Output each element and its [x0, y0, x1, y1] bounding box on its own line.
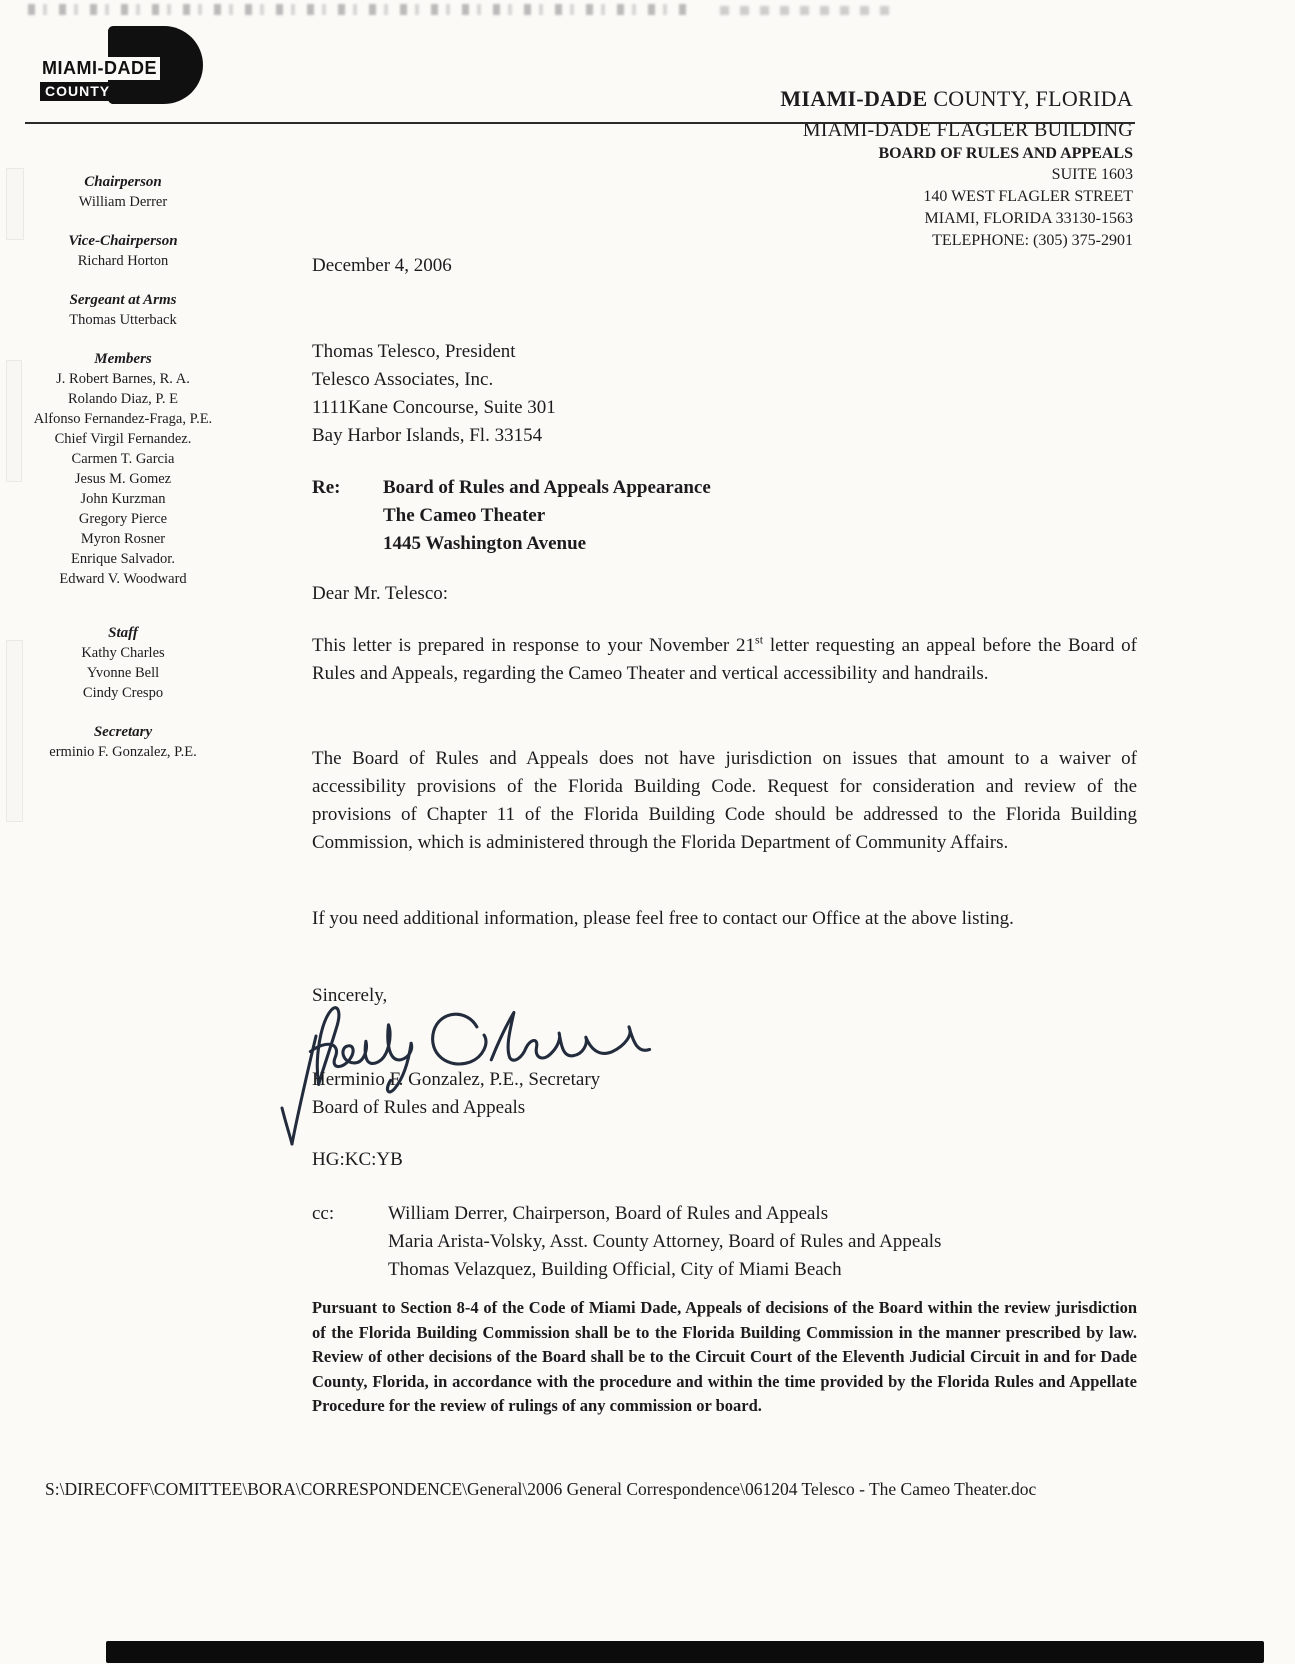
roster-name: Carmen T. Garcia: [71, 451, 175, 467]
roster-title: Sergeant at Arms: [69, 292, 177, 308]
logo-name-text: MIAMI-DADE: [40, 57, 160, 80]
roster-title: Secretary: [93, 724, 153, 740]
letter-date: December 4, 2006: [312, 255, 452, 276]
roster-name: Thomas Utterback: [69, 312, 177, 328]
letterhead-county-rest: COUNTY, FLORIDA: [927, 86, 1133, 111]
recipient-address: [312, 338, 1137, 450]
recipient-line: Thomas Telesco, President: [312, 341, 516, 362]
cc-line: Maria Arista-Volsky, Asst. County Attorney, Board of Rules and Appeals: [388, 1231, 942, 1252]
recipient-line: Bay Harbor Islands, Fl. 33154: [312, 425, 543, 446]
signer-name: Herminio F. Gonzalez, P.E., Secretary: [312, 1069, 601, 1090]
roster-title: Chairperson: [84, 174, 162, 190]
closing: Sincerely,: [312, 985, 388, 1006]
letterhead-county-line: [780, 86, 1133, 112]
ordinal-superscript: st: [755, 632, 764, 647]
salutation: Dear Mr. Telesco:: [312, 583, 449, 604]
roster-name: Enrique Salvador.: [71, 551, 175, 567]
roster-section-staff: [14, 623, 232, 703]
scan-artifact: [28, 4, 688, 15]
recipient-line: 1111Kane Concourse, Suite 301: [312, 397, 556, 418]
letterhead: [780, 86, 1133, 251]
roster-name: Kathy Charles: [81, 645, 165, 661]
letterhead-county-bold: MIAMI-DADE: [780, 86, 928, 111]
signer-organization: Board of Rules and Appeals: [312, 1097, 526, 1118]
roster-name: Jesus M. Gomez: [74, 471, 172, 487]
roster-name: Alfonso Fernandez-Fraga, P.E.: [33, 411, 213, 427]
cc-line: William Derrer, Chairperson, Board of Rules and Appeals: [388, 1203, 829, 1224]
paragraph-1-text: letter requesting an appeal before the Board of Rules and Appeals, regarding the Cameo Theater and vertical accessibility and handrails.: [312, 635, 1137, 684]
re-subject-block: [312, 474, 1137, 558]
roster-name: Chief Virgil Fernandez.: [54, 431, 192, 447]
letterhead-suite: SUITE 1603: [1051, 166, 1133, 183]
cc-line: Thomas Velazquez, Building Official, City of Miami Beach: [388, 1259, 842, 1280]
roster-section-sergeant-at-arms: [14, 290, 232, 330]
paragraph-3: If you need additional information, please feel free to contact our Office at the above listing.: [312, 908, 1014, 929]
roster-title: Staff: [108, 625, 138, 641]
roster-name: Yvonne Bell: [86, 665, 160, 681]
roster-name: Myron Rosner: [80, 531, 166, 547]
roster-title: Members: [94, 351, 152, 367]
reference-initials: HG:KC:YB: [312, 1149, 403, 1170]
logo-county-text: COUNTY: [40, 82, 116, 101]
cc-block: [312, 1200, 1137, 1284]
paragraph-1-text: This letter is prepared in response to your November 21: [312, 635, 756, 656]
re-line: 1445 Washington Avenue: [383, 533, 587, 554]
letterhead-building: MIAMI-DADE FLAGLER BUILDING: [802, 119, 1133, 141]
legal-notice: Pursuant to Section 8-4 of the Code of Miami Dade, Appeals of decisions of the Board within the review jurisdiction of the Florida Building Commission shall be to the Florida Building Commission in the manner prescribed by law. Review of other decisions of the Board shall be to the Circuit Court of the Eleventh Judicial Circuit in and for Dade County, Florida, in accordance with the procedure and within the time provided by the Florida Rules and Appellate Procedure for the review of rulings of any commission or board.: [312, 1298, 1137, 1415]
document-file-path: S:\DIRECOFF\COMITTEE\BORA\CORRESPONDENCE\General\2006 General Correspondence\061204 Telesco - The Cameo Theater.doc: [45, 1479, 1037, 1499]
re-label: Re:: [312, 477, 341, 498]
board-roster-sidebar: [14, 172, 232, 781]
miami-dade-logo: [40, 26, 205, 108]
roster-section-chairperson: [14, 172, 232, 212]
roster-name: Richard Horton: [77, 253, 169, 269]
roster-section-secretary: [14, 722, 232, 762]
roster-title: Vice-Chairperson: [68, 233, 178, 249]
paragraph-2: The Board of Rules and Appeals does not have jurisdiction on issues that amount to a waiver of accessibility provisions of the Florida Building Code. Request for consideration and review of the provisions of Chapter 11 of the Florida Building Code should be addressed to the Florida Building Commission, which is administered through the Florida Department of Community Affairs.: [312, 748, 1137, 853]
letterhead-board: BOARD OF RULES AND APPEALS: [878, 145, 1133, 162]
scan-artifact-bottom-bar: [106, 1641, 1264, 1663]
paragraph-1: [312, 632, 1137, 688]
letterhead-divider: [25, 122, 1135, 124]
cc-label: cc:: [312, 1203, 335, 1224]
roster-section-members: [14, 349, 232, 589]
roster-section-vice-chairperson: [14, 231, 232, 271]
letterhead-city: MIAMI, FLORIDA 33130-1563: [924, 210, 1133, 227]
recipient-line: Telesco Associates, Inc.: [312, 369, 494, 390]
letterhead-street: 140 WEST FLAGLER STREET: [923, 188, 1133, 205]
letterhead-phone: TELEPHONE: (305) 375-2901: [932, 232, 1133, 249]
roster-name: Rolando Diaz, P. E: [68, 391, 178, 407]
roster-name: Cindy Crespo: [82, 685, 164, 701]
re-line: Board of Rules and Appeals Appearance: [383, 477, 711, 498]
roster-name: John Kurzman: [80, 491, 166, 507]
scan-artifact: [720, 6, 900, 15]
roster-name: William Derrer: [78, 194, 168, 210]
roster-name: erminio F. Gonzalez, P.E.: [49, 744, 197, 760]
roster-name: Gregory Pierce: [78, 511, 168, 527]
roster-name: Edward V. Woodward: [59, 571, 187, 587]
roster-name: J. Robert Barnes, R. A.: [56, 371, 190, 387]
re-line: The Cameo Theater: [383, 505, 546, 526]
